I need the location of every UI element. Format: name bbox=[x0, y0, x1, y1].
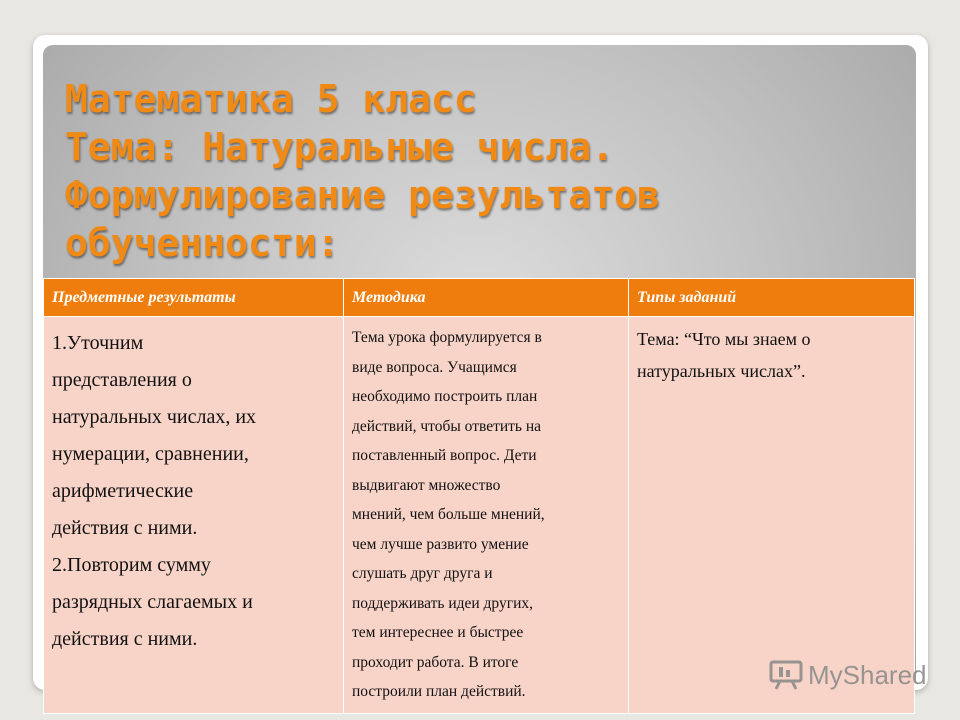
header-methodology: Методика bbox=[344, 279, 629, 317]
text-line: 2.Повторим сумму bbox=[52, 554, 211, 576]
text-line: мнений, чем больше мнений, bbox=[352, 506, 545, 523]
text-line: слушать друг друга и bbox=[352, 565, 493, 582]
title-line: Тема: Натуральные числа. bbox=[65, 125, 615, 169]
text-line: выдвигают множество bbox=[352, 476, 501, 494]
text-line: представления о bbox=[52, 369, 192, 391]
text-line: проходит работа. В итоге bbox=[352, 653, 519, 671]
text-line: чем лучше развито умение bbox=[352, 535, 529, 553]
text-line: действия с ними. bbox=[52, 628, 198, 650]
table-header-row bbox=[44, 279, 915, 317]
text-line: построили план действий. bbox=[352, 683, 526, 700]
header-task-types: Типы заданий bbox=[629, 279, 915, 317]
text-line: виде вопроса. Учащимся bbox=[352, 358, 517, 376]
text-line: действия с ними. bbox=[52, 517, 198, 539]
text-line: 1.Уточним bbox=[52, 332, 144, 354]
cell-task-types bbox=[629, 317, 915, 714]
cell-methodology bbox=[344, 317, 629, 714]
text-line: натуральных числах, их bbox=[52, 406, 257, 428]
text-line: нумерации, сравнении, bbox=[52, 443, 249, 465]
presentation-board-icon bbox=[768, 659, 804, 691]
watermark-text: MyShared bbox=[808, 659, 927, 690]
text-line: натуральных числах”. bbox=[637, 361, 806, 381]
text-line: разрядных слагаемых и bbox=[52, 591, 253, 613]
myshared-watermark bbox=[768, 655, 927, 695]
text-line: поддерживать идеи других, bbox=[352, 594, 534, 612]
slide-title bbox=[65, 75, 905, 267]
text-line: необходимо построить план bbox=[352, 388, 538, 405]
text-line: Тема: “Что мы знаем о bbox=[637, 329, 811, 349]
title-line: обученности: bbox=[65, 221, 340, 265]
header-subject-results: Предметные результаты bbox=[44, 279, 344, 317]
text-line: тем интереснее и быстрее bbox=[352, 624, 524, 641]
title-line: Математика 5 класс bbox=[65, 77, 477, 121]
cell-subject-results bbox=[44, 317, 344, 714]
text-line: поставленный вопрос. Дети bbox=[352, 447, 537, 464]
text-line: действий, чтобы ответить на bbox=[352, 417, 542, 435]
results-table bbox=[43, 278, 915, 714]
title-line: Формулирование результатов bbox=[65, 173, 660, 217]
text-line: Тема урока формулируется в bbox=[352, 329, 542, 346]
table-row bbox=[44, 317, 915, 714]
text-line: арифметические bbox=[52, 480, 194, 502]
